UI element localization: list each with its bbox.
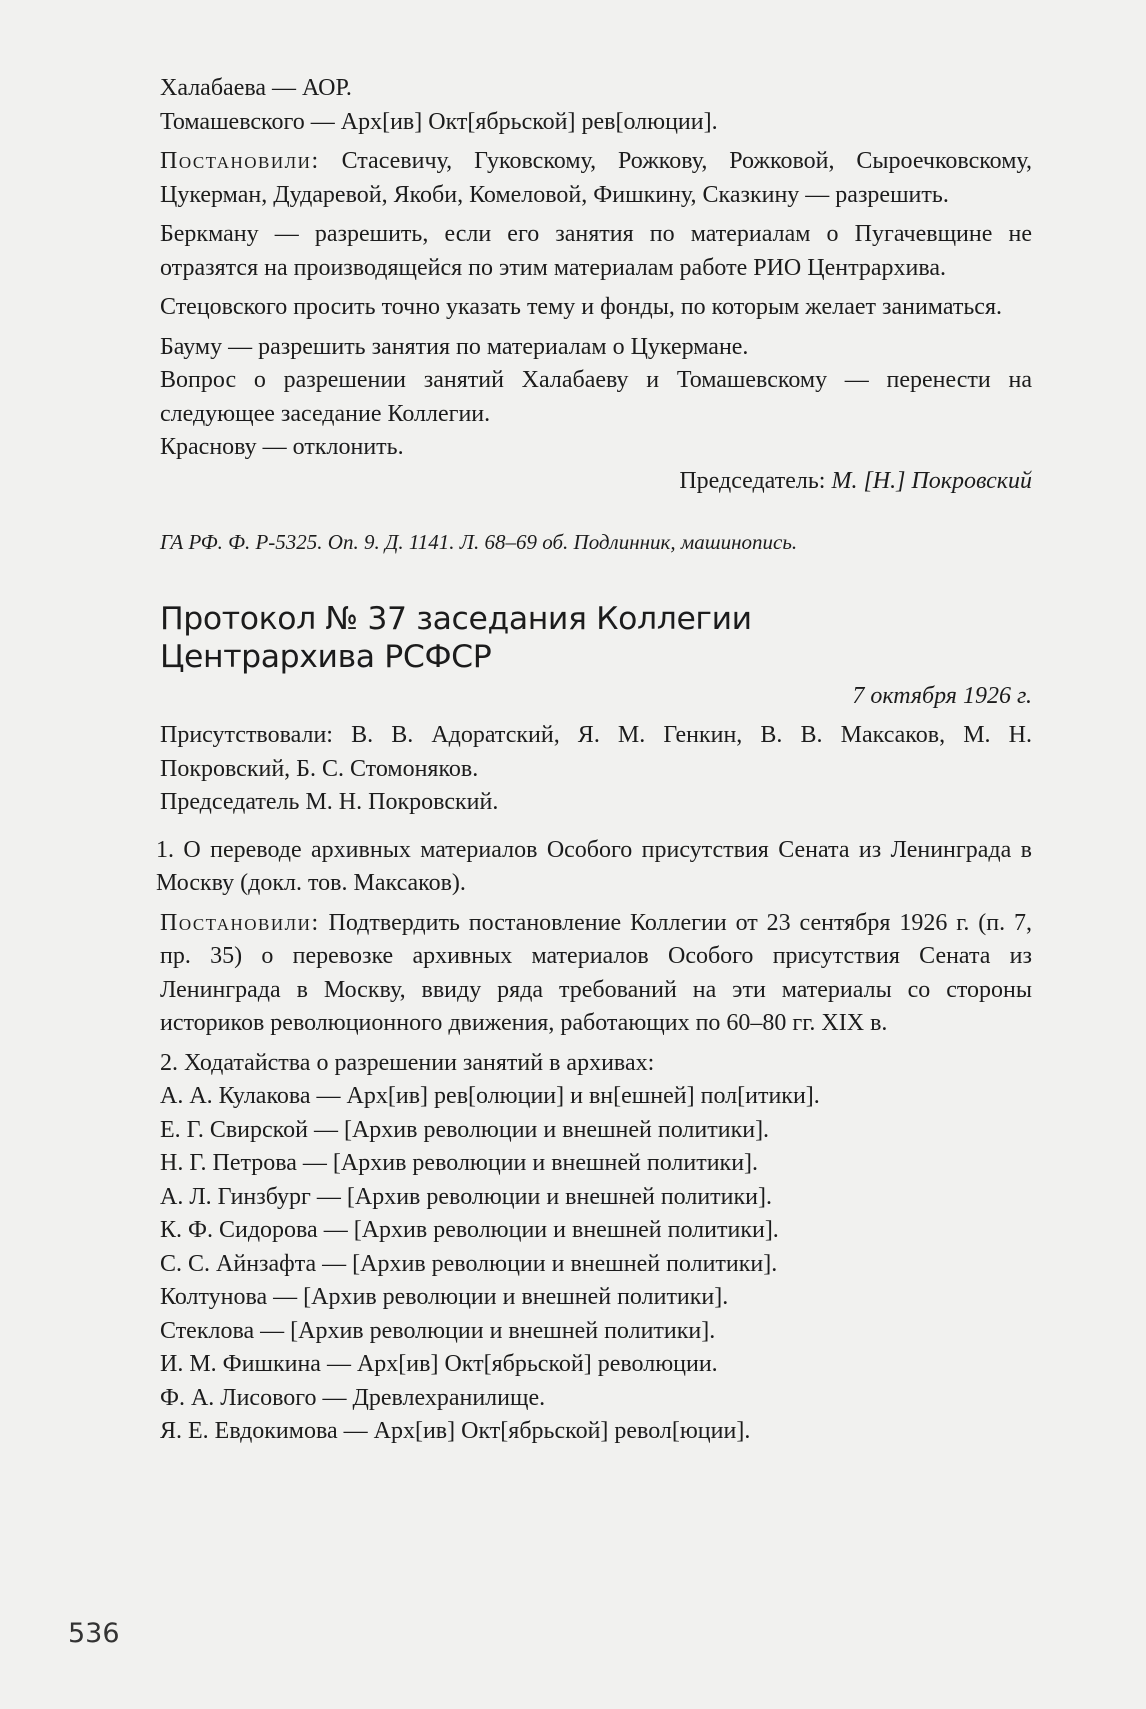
question-paragraph: Вопрос о разрешении занятий Халабаеву и Томашевскому — перенести на следующее заседание Коллегии. [160,367,1032,427]
petition-item: Е. Г. Свирской — [Архив революции и внешней политики]. [160,1116,770,1143]
baum-paragraph: Бауму — разрешить занятия по материалам о Цукермане. [160,333,749,360]
line-halabaev: Халабаева — АОР. [160,75,352,101]
protocol-title [160,600,1032,676]
petition-item: Стеклова — [Архив революции и внешней политики]. [160,1317,716,1344]
chair-paragraph: Председатель М. Н. Покровский. [160,789,499,815]
resolution-paragraph [160,145,1032,212]
resolution-2-paragraph [160,907,1032,1041]
petition-item: С. С. Айнзафта — [Архив революции и внешней политики]. [160,1250,778,1277]
protocol-title-line1: Протокол № 37 заседания Коллегии [160,600,752,637]
berkman-paragraph: Беркману — разрешить, если его занятия по материалам о Пугачевщине не отразятся на производящейся по этим материалам работе РИО Центрархива. [160,221,1032,281]
page-number: 536 [68,1618,120,1649]
chairman-signature [160,465,1032,499]
petitions-list [160,1080,1032,1449]
petition-item: Ф. А. Лисового — Древлехранилище. [160,1384,546,1411]
item-1: 1. О переводе архивных материалов Особого присутствия Сената из Ленинграда в Москву (докл. тов. Максаков). [156,836,1032,896]
petition-item: Колтунова — [Архив революции и внешней политики]. [160,1284,729,1310]
petition-item: К. Ф. Сидорова — [Архив революции и внешней политики]. [160,1217,779,1243]
resolved-2-text: Подтвердить постановление Коллегии от 23 сентября 1926 г. (п. 7, пр. 35) о перевозке архивных материалов Особого присутствия Сената из Ленинграда в Москву, ввиду ряда требований на эти материалы со стороны историков революционного движения, работающих по 60–80 гг. XIX в. [160,909,1033,1036]
petition-item: И. М. Фишкина — Арх[ив] Окт[ябрьской] революции. [160,1351,718,1377]
stetsovsky-paragraph: Стецовского просить точно указать тему и фонды, по которым желает заниматься. [160,294,1002,320]
chairman-label: Председатель: [679,467,826,494]
line-tomashevsky: Томашевского — Арх[ив] Окт[ябрьской] рев[олюции]. [160,108,718,135]
resolved-2-label: Постановили: [160,909,320,936]
petition-item: Я. Е. Евдокимова — Арх[ив] Окт[ябрьской] револ[юции]. [160,1418,751,1444]
petition-item: А. Л. Гинзбург — [Архив революции и внешней политики]. [160,1183,772,1210]
krasnov-paragraph: Краснову — отклонить. [160,434,404,460]
petition-item: Н. Г. Петрова — [Архив революции и внешней политики]. [160,1150,759,1176]
top-block [156,72,1033,1449]
present-paragraph: Присутствовали: В. В. Адоратский, Я. М. Генкин, В. В. Максаков, М. Н. Покровский, Б. С. Стомоняков. [160,722,1032,782]
chairman-name: М. [Н.] Покровский [831,467,1032,494]
resolved-label: Постановили: [160,148,320,174]
archival-source: ГА РФ. Ф. Р-5325. Оп. 9. Д. 1141. Л. 68–69 об. Подлинник, машинопись. [160,530,798,554]
protocol-date: 7 октября 1926 г. [852,682,1032,709]
resolved-text: Стасевичу, Гуковскому, Рожкову, Рожковой, Сыроечковскому, Цукерман, Дударевой, Якоби, Комеловой, Фишкину, Сказкину — разрешить. [160,148,1033,208]
petition-item: А. А. Кулакова — Арх[ив] рев[олюции] и вн[ешней] пол[итики]. [160,1083,820,1109]
item-2: 2. Ходатайства о разрешении занятий в архивах: [160,1049,655,1076]
protocol-title-line2: Центрархива РСФСР [160,638,492,675]
